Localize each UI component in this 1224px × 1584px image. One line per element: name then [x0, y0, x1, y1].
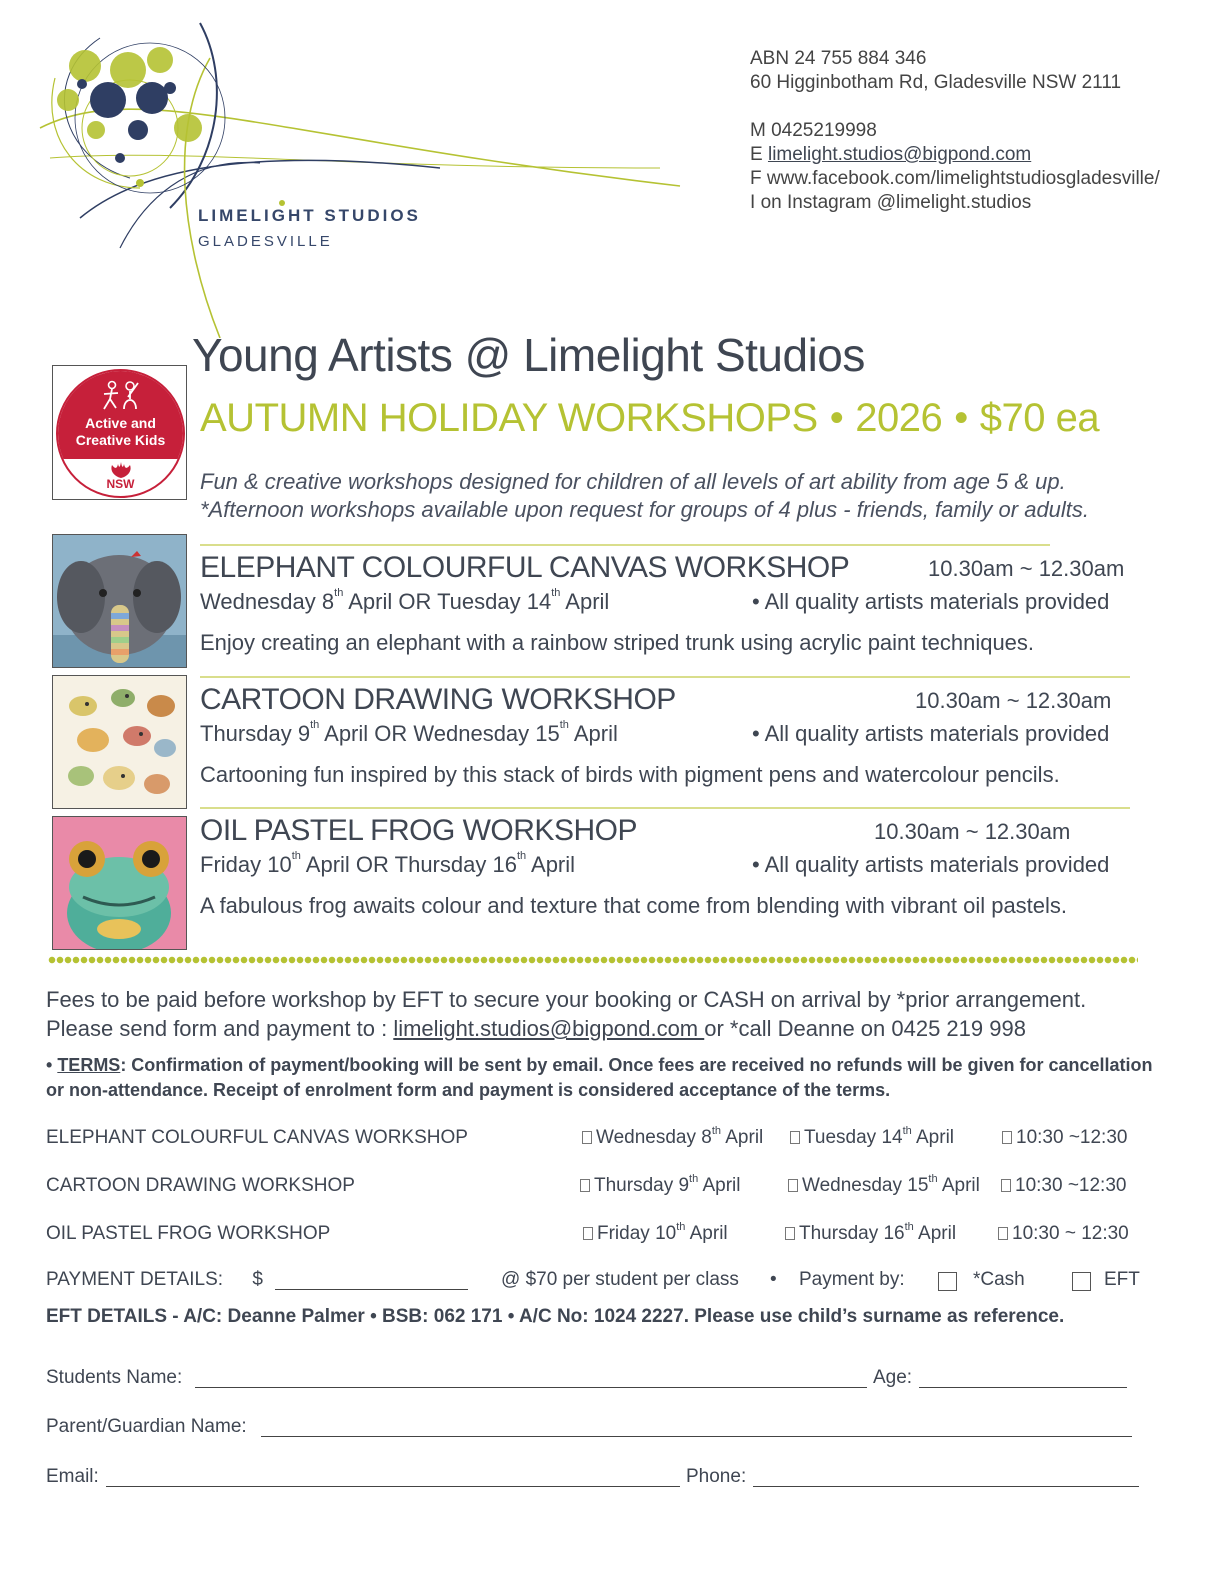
checkbox-icon[interactable]: [790, 1131, 800, 1144]
abn: ABN 24 755 884 346: [750, 48, 927, 69]
booking-option-2[interactable]: Tuesday 14th April: [790, 1127, 954, 1149]
cash-checkbox[interactable]: [938, 1272, 957, 1291]
email-label: Email:: [46, 1466, 99, 1487]
intro-line1: Fun & creative workshops designed for children of all levels of art ability from age 5 & up.: [200, 469, 1066, 494]
email-line: E limelight.studios@bigpond.com: [750, 144, 1032, 165]
workshop-dates: Wednesday 8th April OR Tuesday 14th April: [200, 587, 610, 614]
elephant-painting-image: [52, 534, 187, 668]
facebook-url[interactable]: www.facebook.com/limelightstudiosgladesville/: [766, 168, 1160, 189]
fees-line2: Please send form and payment to : limelight.studios@bigpond.com or *call Deanne on 0425 219 998: [46, 1016, 1026, 1041]
booking-workshop-name: CARTOON DRAWING WORKSHOP: [46, 1175, 355, 1196]
payment-label: PAYMENT DETAILS:: [46, 1269, 224, 1290]
student-name-label: Students Name:: [46, 1367, 183, 1388]
booking-option-1[interactable]: Wednesday 8th April: [582, 1127, 763, 1149]
checkbox-icon[interactable]: [1001, 1179, 1011, 1192]
workshop-materials: • All quality artists materials provided: [752, 852, 1110, 877]
workshop-dates: Thursday 9th April OR Wednesday 15th April: [200, 719, 618, 746]
phone-label: Phone:: [686, 1466, 747, 1487]
student-name-field[interactable]: [195, 1387, 867, 1388]
address: 60 Higginbotham Rd, Gladesville NSW 2111: [750, 72, 1122, 93]
dotted-divider: [48, 956, 1138, 964]
checkbox-icon[interactable]: [582, 1131, 592, 1144]
checkbox-icon[interactable]: [583, 1227, 593, 1240]
intro-text: [200, 468, 1089, 524]
cartoon-birds-image: [52, 675, 187, 809]
limelight-logo-icon: [20, 18, 700, 338]
workshop-dates: Friday 10th April OR Thursday 16th April: [200, 850, 576, 877]
workshop-time: 10.30am ~ 12.30am: [915, 688, 1112, 713]
payment-amount-field[interactable]: [275, 1289, 468, 1290]
kids-activity-icon: [100, 379, 142, 413]
eft-checkbox[interactable]: [1072, 1272, 1091, 1291]
workshop-time: 10.30am ~ 12.30am: [928, 556, 1125, 581]
age-field[interactable]: [919, 1387, 1127, 1388]
booking-time-option[interactable]: 10:30 ~ 12:30: [998, 1223, 1129, 1245]
page-title: Young Artists @ Limelight Studios: [192, 329, 865, 381]
booking-option-1[interactable]: Thursday 9th April: [580, 1175, 740, 1197]
booking-workshop-name: ELEPHANT COLOURFUL CANVAS WORKSHOP: [46, 1127, 468, 1148]
payment-by-label: Payment by:: [799, 1269, 905, 1290]
workshop-description: A fabulous frog awaits colour and texture that come from blending with vibrant oil pastels.: [200, 893, 1068, 918]
booking-workshop-name: OIL PASTEL FROG WORKSHOP: [46, 1223, 331, 1244]
badge-line2: Creative Kids: [75, 432, 166, 448]
booking-time-option[interactable]: 10:30 ~12:30: [1001, 1175, 1126, 1197]
workshop-materials: • All quality artists materials provided: [752, 721, 1110, 746]
parent-name-label: Parent/Guardian Name:: [46, 1416, 247, 1437]
workshop-title: CARTOON DRAWING WORKSHOP: [200, 683, 676, 716]
active-creative-kids-badge: [52, 365, 187, 500]
instagram-handle: on Instagram @limelight.studios: [760, 192, 1032, 213]
payment-separator: •: [770, 1269, 777, 1290]
terms-text: • TERMS: Confirmation of payment/booking will be sent by email. Once fees are received no refunds will be given for cancellation or non-attendance. Receipt of enrolment form and payment is considered acceptance of the terms.: [46, 1055, 1153, 1100]
eft-details: EFT DETAILS - A/C: Deanne Palmer • BSB: 062 171 • A/C No: 1024 2227. Please use child’s surname as reference.: [46, 1306, 1065, 1327]
payment-row: [46, 1269, 263, 1291]
page-subtitle: AUTUMN HOLIDAY WORKSHOPS • 2026 • $70 ea: [200, 396, 1100, 440]
phone-field[interactable]: [753, 1486, 1139, 1487]
email-field[interactable]: [106, 1486, 680, 1487]
logo-name: LIMELIGHT STUDIOS: [198, 206, 421, 225]
logo-subtitle: GLADESVILLE: [198, 233, 333, 250]
contact-block: [750, 47, 1160, 215]
workshop-time: 10.30am ~ 12.30am: [874, 819, 1071, 844]
workshop-title: OIL PASTEL FROG WORKSHOP: [200, 814, 637, 847]
terms-label: TERMS: [57, 1055, 121, 1075]
workshop-description: Cartooning fun inspired by this stack of birds with pigment pens and watercolour pencils.: [200, 762, 1060, 787]
payment-currency: $: [252, 1269, 263, 1290]
intro-line2: *Afternoon workshops available upon request for groups of 4 plus - friends, family or adults.: [200, 497, 1090, 522]
fees-line1: Fees to be paid before workshop by EFT to secure your booking or CASH on arrival by *prior arrangement.: [46, 987, 1087, 1012]
workshop-description: Enjoy creating an elephant with a rainbow striped trunk using acrylic paint techniques.: [200, 630, 1035, 655]
email-link[interactable]: limelight.studios@bigpond.com: [767, 144, 1032, 165]
booking-time-option[interactable]: 10:30 ~12:30: [1002, 1127, 1127, 1149]
instagram-line: I on Instagram @limelight.studios: [750, 192, 1032, 213]
age-label: Age:: [873, 1367, 913, 1388]
separator: [200, 676, 1130, 678]
eft-label: EFT: [1104, 1269, 1140, 1290]
checkbox-icon[interactable]: [785, 1227, 795, 1240]
mobile: 0425219998: [771, 120, 877, 141]
checkbox-icon[interactable]: [998, 1227, 1008, 1240]
workshop-title: ELEPHANT COLOURFUL CANVAS WORKSHOP: [200, 551, 850, 584]
facebook-line: F www.facebook.com/limelightstudiosgladesville/: [750, 168, 1160, 189]
parent-name-field[interactable]: [261, 1436, 1132, 1437]
fees-email-link[interactable]: limelight.studios@bigpond.com: [393, 1016, 705, 1041]
checkbox-icon[interactable]: [788, 1179, 798, 1192]
badge-nsw: NSW: [106, 477, 135, 491]
booking-option-2[interactable]: Wednesday 15th April: [788, 1175, 980, 1197]
checkbox-icon[interactable]: [580, 1179, 590, 1192]
separator: [200, 544, 1050, 546]
separator: [200, 807, 1130, 809]
booking-option-1[interactable]: Friday 10th April: [583, 1223, 728, 1245]
cash-label: *Cash: [973, 1269, 1025, 1290]
badge-line1: Active and: [85, 415, 156, 431]
fees-info: [46, 985, 1086, 1043]
payment-rate: @ $70 per student per class: [501, 1269, 739, 1290]
booking-option-2[interactable]: Thursday 16th April: [785, 1223, 956, 1245]
frog-pastel-image: [52, 816, 187, 950]
mobile-line: M 0425219998: [750, 120, 877, 141]
workshop-materials: • All quality artists materials provided: [752, 589, 1110, 614]
checkbox-icon[interactable]: [1002, 1131, 1012, 1144]
